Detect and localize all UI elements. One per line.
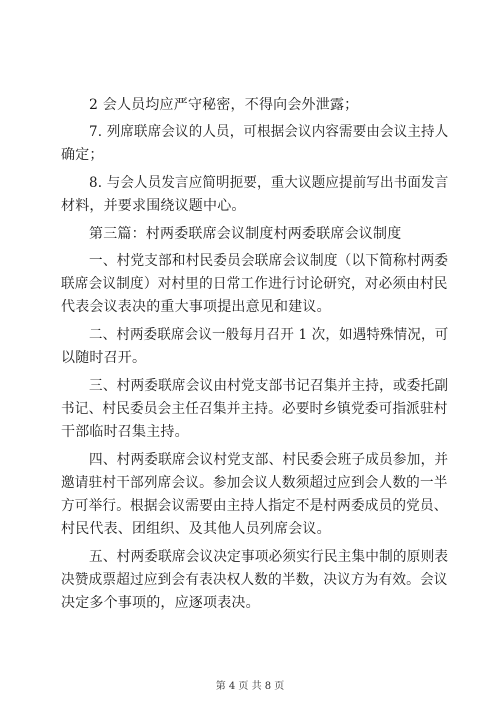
text-line: 一、村党支部和村民委员会联席会议制度（以下简称村两委 (89, 253, 449, 269)
text-line: 决赞成票超过应到会有表决权人数的半数，决议方为有效。会议 (61, 572, 448, 588)
text-line: 7. 列席联席会议的人员，可根据会议内容需要由会议主持人 (89, 124, 449, 140)
text-line: 以随时召开。 (61, 350, 147, 366)
text-line: 方可举行。根据会议需要由主持人指定不是村两委成员的党员、 (61, 498, 448, 514)
text-line: 邀请驻村干部列席会议。参加会议人数须超过应到会人数的一半 (61, 475, 448, 491)
text-line: 2 会人员均应严守秘密，不得向会外泄露； (89, 97, 359, 113)
text-line: 代表会议表决的重大事项提出意见和建议。 (61, 299, 331, 315)
text-line: 干部临时召集主持。 (61, 424, 189, 440)
text-line: 村民代表、团组织、及其他人员列席会议。 (61, 521, 331, 537)
section-heading: 第三篇：村两委联席会议制度村两委联席会议制度 (89, 226, 402, 242)
text-line: 三、村两委联席会议由村党支部书记召集并主持，或委托副 (89, 378, 449, 394)
page-number: 第 4 页 共 8 页 (215, 681, 285, 692)
text-line: 材料，并要求围绕议题中心。 (61, 198, 246, 214)
text-line: 书记、村民委员会主任召集并主持。必要时乡镇党委可指派驻村 (61, 401, 448, 417)
text-line: 8. 与会人员发言应简明扼要，重大议题应提前写出书面发言 (89, 175, 449, 191)
text-line: 二、村两委联席会议一般每月召开 1 次，如遇特殊情况，可 (89, 327, 449, 343)
text-line: 五、村两委联席会议决定事项必须实行民主集中制的原则表 (89, 549, 449, 565)
text-line: 决定多个事项的，应逐项表决。 (61, 595, 260, 611)
text-line: 四、村两委联席会议村党支部、村民委会班子成员参加，并 (89, 452, 449, 468)
text-line: 确定； (61, 147, 104, 163)
text-line: 联席会议制度）对村里的日常工作进行讨论研究，对必须由村民 (61, 276, 448, 292)
